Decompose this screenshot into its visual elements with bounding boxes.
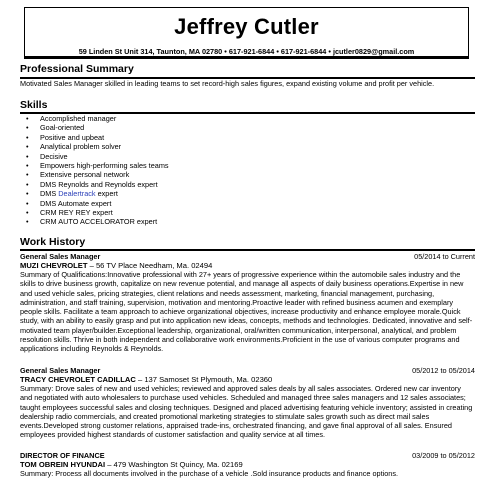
skills-heading: Skills xyxy=(20,99,48,111)
skill-item: • Analytical problem solver xyxy=(20,142,169,151)
job-dates: 03/2009 to 05/2012 xyxy=(412,451,475,460)
skill-item: • CRM REY REY expert xyxy=(20,208,169,217)
job-description: Summary: Process all documents involved in the purchase of a vehicle .Sold insurance products and finance options. xyxy=(20,469,399,478)
skill-prefix: DMS xyxy=(40,189,59,199)
work-heading: Work History xyxy=(20,236,86,248)
job-title-row xyxy=(20,252,475,261)
work-divider xyxy=(20,249,475,251)
job-title-row xyxy=(20,366,475,375)
skill-item-dealertrack xyxy=(20,189,169,198)
skill-item: • Decisive xyxy=(20,152,169,161)
job-address: – 137 Samoset St Plymouth, Ma. 02360 xyxy=(135,375,273,384)
job-role: General Sales Manager xyxy=(20,252,101,261)
job-employer-row xyxy=(20,261,475,270)
skill-item: • Accomplished manager xyxy=(20,114,169,123)
skill-item: • Positive and upbeat xyxy=(20,133,169,142)
skills-list xyxy=(20,114,169,227)
job-employer: TOM OBREIN HYUNDAI xyxy=(20,460,106,469)
job-dates: 05/2012 to 05/2014 xyxy=(412,366,475,375)
skill-item: • DMS Automate expert xyxy=(20,199,169,208)
job-address: – 56 TV Place Needham, Ma. 02494 xyxy=(87,261,213,270)
contact-info: 59 Linden St Unit 314, Taunton, MA 02780 • 617-921-6844 • 617-921-6844 • jcutler0829@gmail.com xyxy=(78,47,415,56)
dealertrack-link[interactable]: Dealertrack xyxy=(58,189,96,199)
job-description: Summary: Drove sales of new and used vehicles; reviewed and approved sales deals by all sales associates. Ordered new car inventory and negotiated with auto wholesalers to purchase used vehicles. Scheduled and managed three sales managers and 12 sales associates; taught employees successful sales and closing techniques. Designed and placed advertising featuring vehicle inventory; assisted in creating dealership radio commercials, and created promotional marketing strategies to stimulate sales growth such as direct mail sales events.Developed strong customer relations, appraised trade-ins, orchestrated financing, and gave final approval of all sales. Ensured employees provided highest standards of customer satisfaction and quality service at all times. xyxy=(20,384,473,440)
job-role: DIRECTOR OF FINANCE xyxy=(20,451,105,460)
skill-item: • DMS Reynolds and Reynolds expert xyxy=(20,180,169,189)
job-employer-row xyxy=(20,460,475,469)
job-description: Summary of Qualifications:Innovative professional with 27+ years of progressive experience within the automobile sales industry and the skills to drive business growth, capitalize on new revenue potential, and manage all aspects of daily business operations.Expertise in new and used vehicle sales, pricing strategies, client relations and needs assessment, marketing, financial management, purchasing, administration, and staff training, supervision, motivation and mentoring.Proactive leader with refined business acumen and exemplary people skills. Facilitate a team approach to achieve organizational objectives, increase productivity and enhance employee morale.Quick study, with an ability to easily grasp and put into application new ideas, concepts, methods and technologies. Dedicated, innovative and self-motivated team player/builder.Exceptional leadership, organizational, oral/written communication, interpersonal, analytical, and problem resolution skills. Thrive in both independent and collaborative work environments.Proficient in the use of various computer programs and applications including Reynolds & Reynolds. xyxy=(20,270,473,354)
job-role: General Sales Manager xyxy=(20,366,101,375)
job-employer: TRACY CHEVROLET CADILLAC xyxy=(20,375,136,384)
job-dates: 05/2014 to Current xyxy=(414,252,475,261)
candidate-name: Jeffrey Cutler xyxy=(174,14,319,39)
skill-item: • Goal-oriented xyxy=(20,123,169,132)
summary-text: Motivated Sales Manager skilled in leading teams to set record-high sales figures, expand existing volume and profit per vehicle. xyxy=(20,79,435,88)
skill-suffix: expert xyxy=(95,189,118,199)
skill-item: • Empowers high-performing sales teams xyxy=(20,161,169,170)
skill-item: • Extensive personal network xyxy=(20,170,169,179)
resume-header xyxy=(24,7,469,59)
job-employer-row xyxy=(20,375,475,384)
job-title-row xyxy=(20,451,475,460)
job-employer: MUZI CHEVROLET xyxy=(20,261,88,270)
job-address: – 479 Washington St Quincy, Ma. 02169 xyxy=(105,460,243,469)
summary-heading: Professional Summary xyxy=(20,63,134,75)
skill-item: • CRM AUTO ACCELORATOR expert xyxy=(20,217,169,226)
